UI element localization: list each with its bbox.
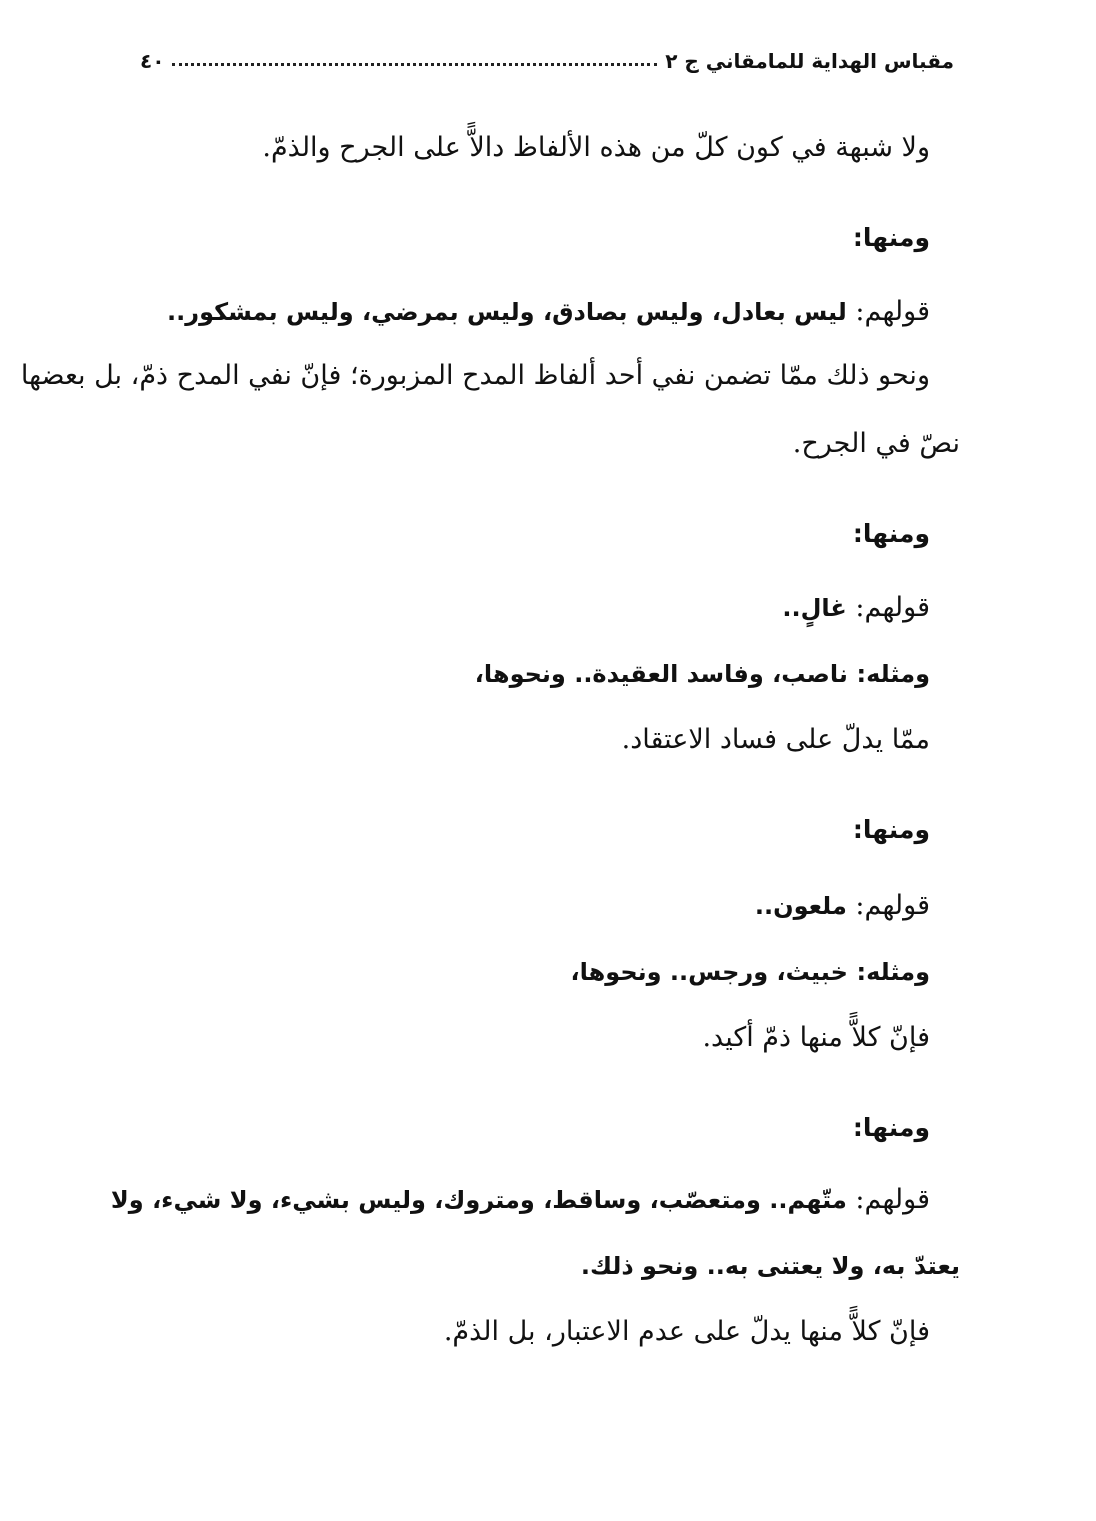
similar-label: ومثله: (856, 958, 930, 986)
section-heading-4: ومنها: (852, 1113, 930, 1142)
statement-label: قولهم: (855, 592, 930, 623)
statement-label: قولهم: (855, 890, 930, 921)
page-number: ٤٠ (140, 49, 165, 73)
section-2-note: ممّا يدلّ على فساد الاعتقاد. (621, 724, 930, 755)
section-heading-3: ومنها: (852, 815, 930, 844)
section-4-note: فإنّ كلاًّ منها يدلّ على عدم الاعتبار، بل الذمّ. (443, 1316, 930, 1347)
running-header (130, 44, 960, 78)
similar-terms: ناصب، وفاسد العقيدة.. ونحوها، (474, 660, 848, 688)
section-4-statement-line-2: يعتدّ به، ولا يعتنى به.. ونحو ذلك. (580, 1252, 960, 1280)
section-1-statement (167, 292, 930, 332)
book-title: مقباس الهداية للمامقاني ج ٢ (665, 49, 954, 73)
statement-terms: ليس بعادل، وليس بصادق، وليس بمرضي، وليس بمشكور.. (167, 298, 847, 326)
statement-terms: ملعون.. (754, 892, 847, 920)
section-heading-1: ومنها: (852, 223, 930, 252)
section-3-similar (571, 952, 930, 992)
similar-terms: خبيث، ورجس.. ونحوها، (570, 958, 848, 986)
statement-terms: غالٍ.. (782, 594, 847, 622)
section-heading-2: ومنها: (852, 519, 930, 548)
section-4-statement-line-1 (111, 1180, 930, 1220)
section-2-similar (475, 654, 930, 694)
section-1-explanation-line-2: نصّ في الجرح. (792, 428, 960, 459)
dot-leader (172, 63, 657, 66)
section-2-statement (782, 588, 930, 628)
section-1-explanation-line-1: ونحو ذلك ممّا تضمن نفي أحد ألفاظ المدح المزبورة؛ فإنّ نفي المدح ذمّ، بل بعضها (20, 360, 930, 391)
section-3-note: فإنّ كلاًّ منها ذمّ أكيد. (702, 1022, 930, 1053)
statement-terms: متّهم.. ومتعصّب، وساقط، ومتروك، وليس بشيء، ولا شيء، ولا (110, 1186, 847, 1214)
statement-label: قولهم: (855, 296, 930, 327)
statement-label: قولهم: (855, 1184, 930, 1215)
paragraph-intro: ولا شبهة في كون كلّ من هذه الألفاظ دالاًّ على الجرح والذمّ. (262, 132, 930, 163)
section-3-statement (755, 886, 930, 926)
similar-label: ومثله: (856, 660, 930, 688)
